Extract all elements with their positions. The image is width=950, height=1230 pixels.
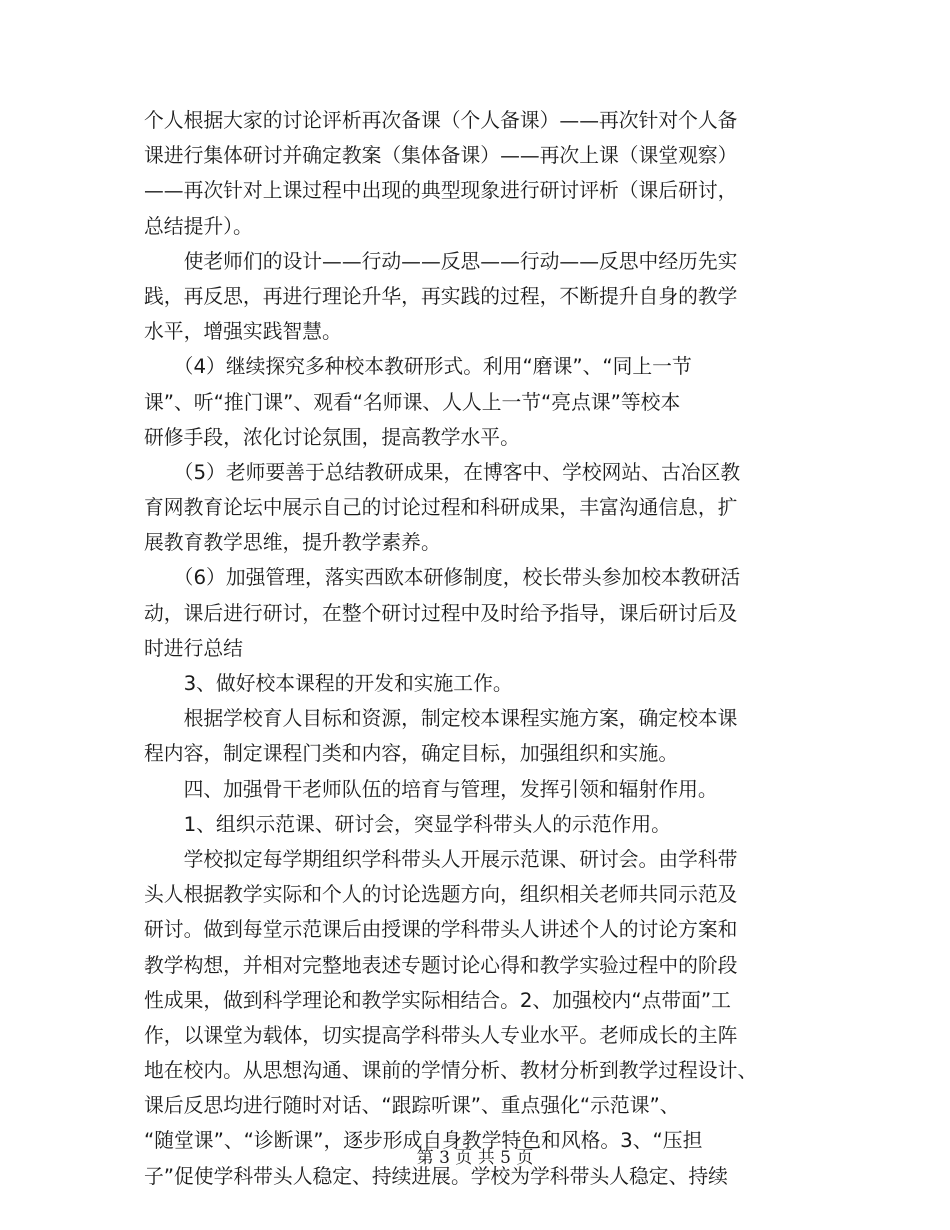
- text-line: （4）继续探究多种校本教研形式。利用“磨课”、“同上一节: [144, 355, 692, 379]
- text-line: 动，课后进行研讨，在整个研讨过程中及时给予指导，课后研讨后及: [144, 601, 738, 625]
- text-line: 子”促使学科带头人稳定、持续进展。学校为学科带头人稳定、持续: [144, 1164, 728, 1188]
- text-line: 3、做好校本课程的开发和实施工作。: [144, 672, 513, 695]
- text-line: ——再次针对上课过程中出现的典型现象进行研讨评析（课后研讨，: [144, 179, 738, 203]
- text-line: 1、组织示范课、研讨会，突显学科带头人的示范作用。: [144, 812, 671, 836]
- text-line: 学校拟定每学期组织学科带头人开展示范课、研讨会。由学科带: [144, 847, 738, 871]
- text-line: （5）老师要善于总结教研成果，在博客中、学校网站、古冶区教: [144, 460, 741, 484]
- text-line: 课进行集体研讨并确定教案（集体备课）——再次上课（课堂观察）: [144, 144, 738, 168]
- text-line: 研讨。做到每堂示范课后由授课的学科带头人讲述个人的讨论方案和: [144, 918, 738, 942]
- text-line: 个人根据大家的讨论评析再次备课（个人备课）——再次针对个人备: [144, 109, 738, 132]
- text-line: 展教育教学思维，提升教学素养。: [144, 531, 441, 555]
- document-body: [144, 103, 816, 1194]
- text-line: 课后反思均进行随时对话、“跟踪听课”、重点强化“示范课”、: [144, 1094, 680, 1118]
- page-footer: 第 3 页 共 5 页: [416, 1148, 534, 1168]
- text-line: 研修手段，浓化讨论氛围，提高教学水平。: [144, 425, 520, 449]
- text-line: 四、加强骨干老师队伍的培育与管理，发挥引领和辐射作用。: [144, 777, 718, 801]
- text-line: 作，以课堂为载体，切实提高学科带头人专业水平。老师成长的主阵: [144, 1023, 738, 1047]
- text-line: 性成果，做到科学理论和教学实际相结合。2、加强校内“点带面”工: [144, 988, 731, 1012]
- text-line: 地在校内。从思想沟通、课前的学情分析、教材分析到教学过程设计、: [144, 1059, 758, 1083]
- text-line: 课”、听“推门课”、观看“名师课、人人上一节“亮点课”等校本: [144, 390, 681, 414]
- text-line: 使老师们的设计——行动——反思——行动——反思中经历先实: [144, 249, 738, 273]
- text-line: 头人根据教学实际和个人的讨论选题方向，组织相关老师共同示范及: [144, 883, 738, 907]
- text-line: 教学构想，并相对完整地表述专题讨论心得和教学实验过程中的阶段: [144, 953, 738, 977]
- text-line: 水平，增强实践智慧。: [144, 320, 342, 344]
- text-line: 时进行总结: [144, 636, 243, 660]
- text-line: （6）加强管理，落实西欧本研修制度，校长带头参加校本教研活: [144, 566, 741, 590]
- text-line: 程内容，制定课程门类和内容，确定目标，加强组织和实施。: [144, 742, 679, 766]
- text-line: 根据学校育人目标和资源，制定校本课程实施方案，确定校本课: [144, 707, 738, 731]
- text-line: “随堂课”、“诊断课”，逐步形成自身教学特色和风格。3、“压担: [144, 1129, 703, 1153]
- text-line: 践，再反思，再进行理论升华，再实践的过程，不断提升自身的教学: [144, 284, 738, 308]
- text-line: 育网教育论坛中展示自己的讨论过程和科研成果，丰富沟通信息，扩: [144, 496, 738, 520]
- text-line: 总结提升）。: [144, 214, 253, 238]
